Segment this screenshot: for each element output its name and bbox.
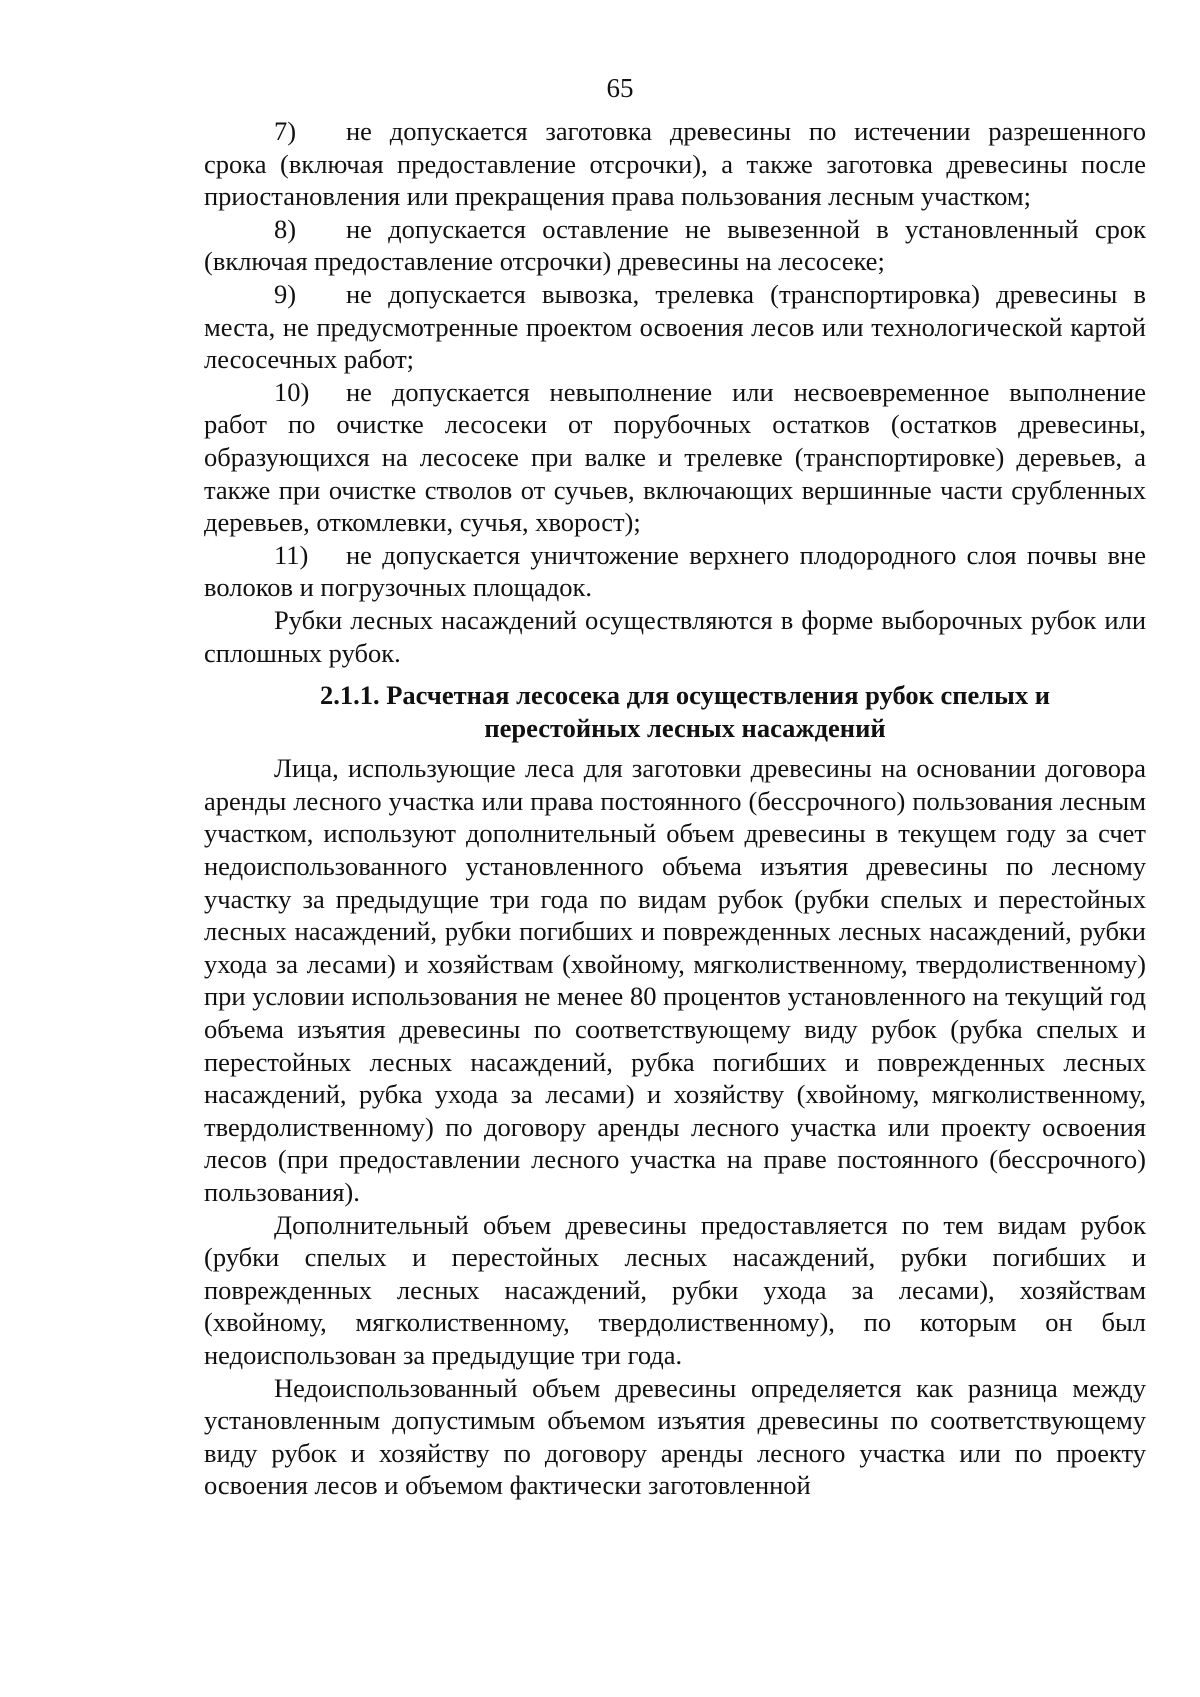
list-item-number: 9) xyxy=(274,278,297,309)
paragraph-additional-volume-use: Лица, использующие леса для заготовки древесины на основании договора аренды лесного участка или права постоянного (бессрочного) пользования лесным участком, используют дополнительный объем древесины в текущем году за счет недоиспользованного установленного объема изъятия древесины по лесному участку за предыдущие три года по видам рубок (рубки спелых и перестойных лесных насаждений, рубки погибших и поврежденных лесных насаждений, рубки ухода за лесами) и хозяйствам (хвойному, мягколиственному, твердолиственному) при условии использования не менее 80 процентов установленного на текущий год объема изъятия древесины по соответствующему виду рубок (рубка спелых и перестойных лесных насаждений, рубка погибших и поврежденных лесных насаждений, рубка ухода за лесами) и хозяйству (хвойному, мягколиственному, твердолиственному) по договору аренды лесного участка или проекту освоения лесов (при предоставлении лесного участка на праве постоянного (бессрочного) пользования). xyxy=(204,753,1146,1207)
list-item-text: не допускается заготовка древесины по истечении разрешенного срока (включая предоставление отсрочки), а также заготовка древесины после приостановления или прекращения права пользования лесным участком; xyxy=(204,116,1146,212)
section-heading-line-2: перестойных лесных насаждений xyxy=(484,712,886,743)
page-content xyxy=(204,115,1146,1502)
paragraph-additional-volume-provision: Дополнительный объем древесины предоставляется по тем видам рубок (рубки спелых и перестойных лесных насаждений, рубки погибших и поврежденных лесных насаждений, рубки ухода за лесами), хозяйствам (хвойному, мягколиственному, твердолиственному), по которым он был недоиспользован за предыдущие три года. xyxy=(204,1209,1146,1370)
page-number: 65 xyxy=(606,73,634,103)
paragraph-felling-forms: Рубки лесных насаждений осуществляются в форме выборочных рубок или сплошных рубок. xyxy=(204,604,1146,668)
list-item-number: 10) xyxy=(274,376,310,407)
list-item-8 xyxy=(204,213,1146,278)
section-heading xyxy=(204,679,1146,744)
section-heading-line-1: 2.1.1. Расчетная лесосека для осуществления рубок спелых и xyxy=(320,680,1050,711)
list-item-number: 7) xyxy=(274,116,297,146)
list-item-number: 8) xyxy=(274,213,297,244)
list-item-text: не допускается оставление не вывезенной в установленный срок (включая предоставление отсрочки) древесины на лесосеке; xyxy=(204,213,1146,277)
list-item-text: не допускается уничтожение верхнего плодородного слоя почвы вне волоков и погрузочных площадок. xyxy=(204,539,1146,603)
list-item-11 xyxy=(204,539,1146,604)
list-item-10 xyxy=(204,376,1146,539)
list-item-text: не допускается вывозка, трелевка (транспортировка) древесины в места, не предусмотренные проектом освоения лесов или технологической картой лесосечных работ; xyxy=(204,278,1146,375)
paragraph-unused-volume-definition: Недоиспользованный объем древесины определяется как разница между установленным допустимым объемом изъятия древесины по соответствующему виду рубок и хозяйству по договору аренды лесного участка или по проекту освоения лесов и объемом фактически заготовленной xyxy=(204,1372,1146,1501)
list-item-9 xyxy=(204,278,1146,376)
list-item-7 xyxy=(204,115,1146,213)
list-item-text: не допускается невыполнение или несвоевременное выполнение работ по очистке лесосеки от порубочных остатков (остатков древесины, образующихся на лесосеке при валке и трелевке (транспортировке) деревьев, а также при очистке стволов от сучьев, включающих вершинные части срубленных деревьев, откомлевки, сучья, хворост); xyxy=(204,376,1146,538)
list-item-number: 11) xyxy=(274,539,309,570)
